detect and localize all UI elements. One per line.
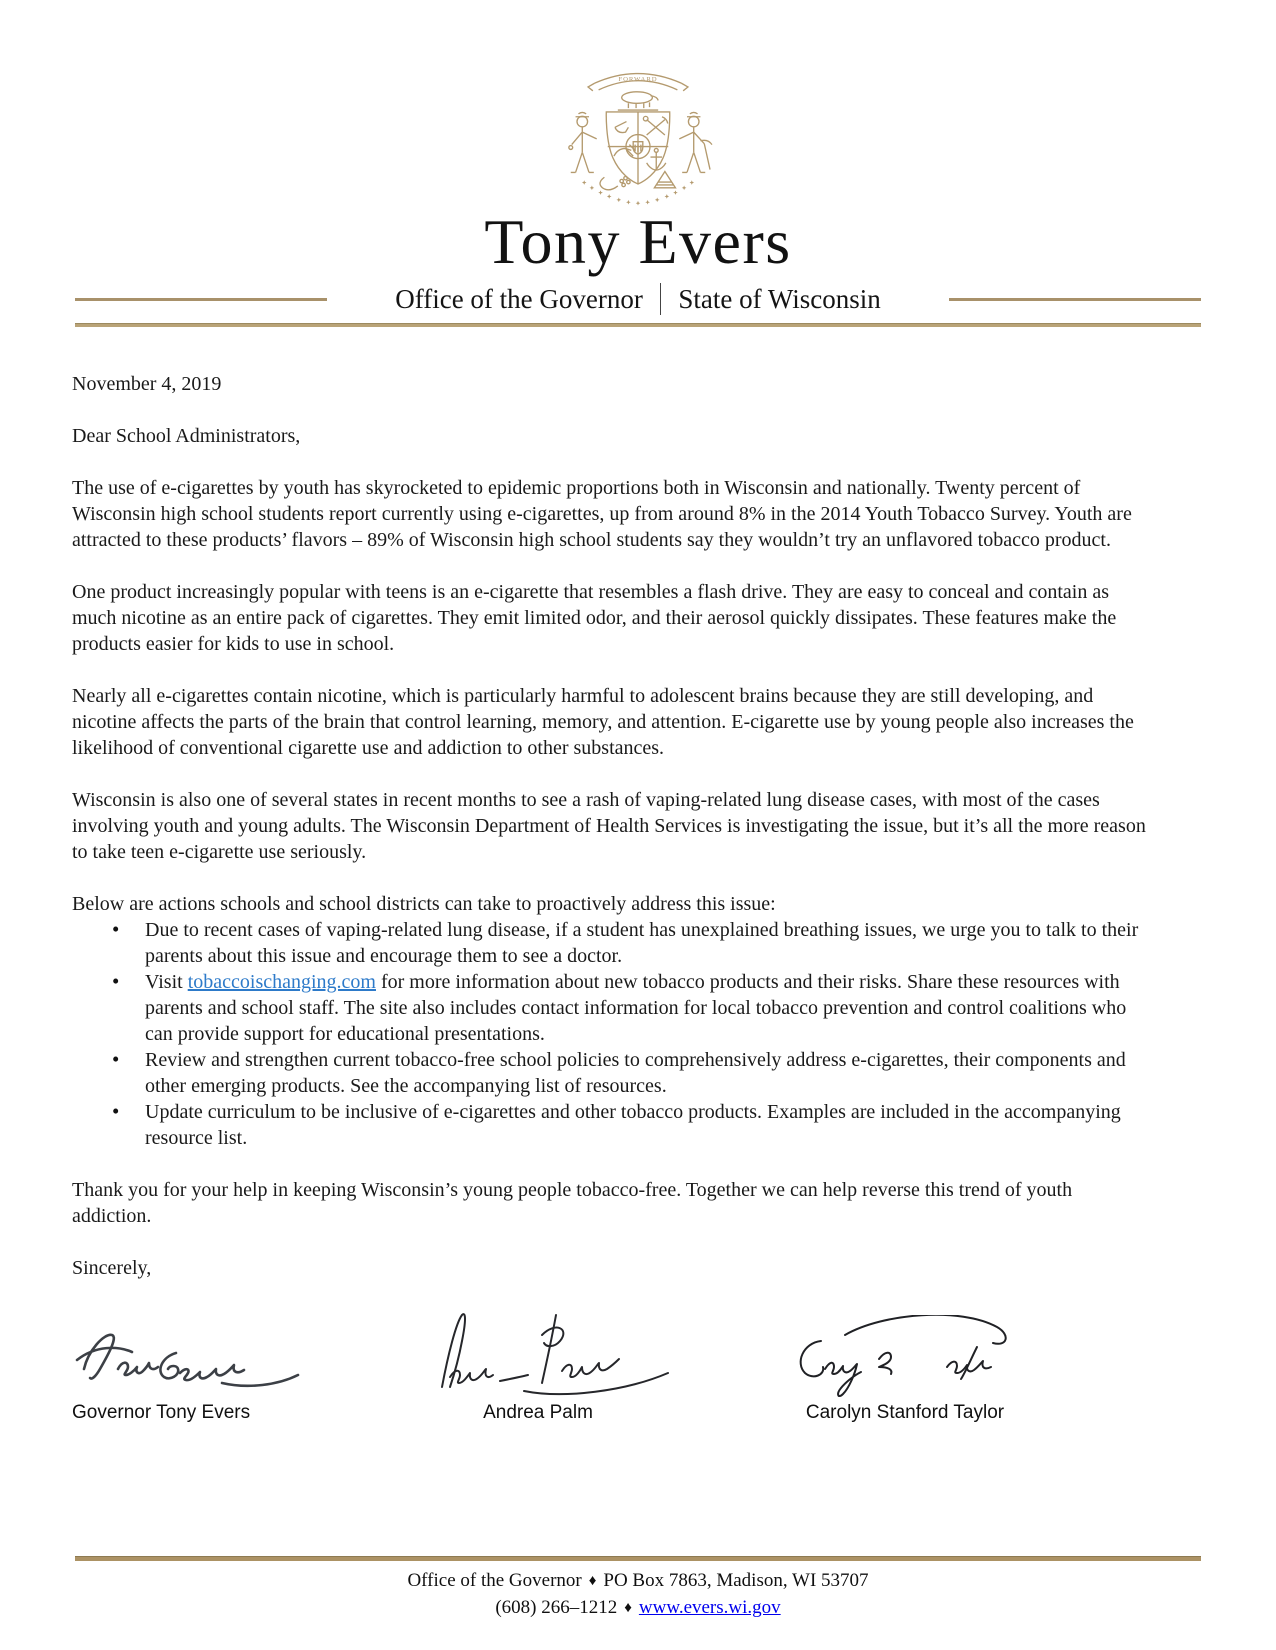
footer-office-label: Office of the Governor	[407, 1570, 582, 1591]
decorative-rule-right	[949, 298, 1201, 301]
badger-crest-icon	[618, 92, 658, 110]
signatory-name: Andrea Palm	[483, 1402, 593, 1424]
miner-figure	[679, 112, 712, 172]
footer-rule	[75, 1556, 1201, 1561]
footer-address-line	[75, 1568, 1201, 1595]
letter-date: November 4, 2019	[72, 373, 222, 396]
action-item-text: Visit	[145, 971, 188, 994]
cornucopia-icon	[600, 176, 630, 189]
signature-column-taylor	[750, 1315, 1060, 1425]
letterhead-title: Tony Evers	[484, 206, 792, 277]
signature-carolyn-stanford-taylor	[779, 1315, 1031, 1401]
office-label: Office of the Governor	[395, 283, 643, 314]
evers-wi-gov-link[interactable]: www.evers.wi.gov	[638, 1597, 781, 1618]
signature-block	[72, 1307, 1150, 1425]
subtitle-divider	[660, 283, 662, 315]
signature-column-governor	[72, 1321, 372, 1425]
action-list	[72, 917, 1150, 1151]
action-item	[72, 1047, 1150, 1099]
action-item-text: Due to recent cases of vaping-related lung disease, if a student has unexplained breathing issues, we urge you to talk to their parents about this issue and encourage them to see a doctor.	[145, 919, 1139, 968]
page-footer	[75, 1556, 1201, 1622]
signature-column-palm	[388, 1307, 688, 1425]
action-item	[72, 917, 1150, 969]
signature-andrea-palm	[404, 1307, 672, 1401]
action-item-text: Review and strengthen current tobacco-free school policies to comprehensively address e-cigarettes, their components and other emerging products. See the accompanying list of resources.	[145, 1049, 1126, 1098]
signatory-name: Carolyn Stanford Taylor	[805, 1402, 1005, 1424]
signature-tony-evers	[72, 1321, 322, 1401]
action-item-text: for more information about new tobacco products and their risks. Share these resources with parents and school staff. The site also includes contact information for local tobacco prevention and control coalitions who can provide support for educational presentations.	[145, 971, 1127, 1046]
seal-shield	[606, 112, 669, 184]
signatory-name: Governor Tony Evers	[72, 1402, 251, 1424]
letter-body	[72, 371, 1150, 1425]
valediction: Sincerely,	[72, 1257, 152, 1280]
closing-paragraph: Thank you for your help in keeping Wisconsin’s young people tobacco-free. Together we can help reverse this trend of youth addiction.	[72, 1179, 1073, 1228]
action-item	[72, 1099, 1150, 1151]
tobaccoischanging-link[interactable]: tobaccoischanging.com	[187, 971, 376, 994]
sailor-figure	[569, 112, 597, 172]
letterhead-subtitle	[75, 283, 1201, 315]
letterhead	[0, 0, 1276, 327]
diamond-separator-icon: ♦	[624, 1600, 632, 1616]
decorative-rule-left	[75, 298, 327, 301]
paragraph: Wisconsin is also one of several states in recent months to see a rash of vaping-related lung disease cases, with most of the cases involving youth and young adults. The Wisconsin Department of Health Services is investigating the issue, but it’s all the more reason to take teen e-cigarette use seriously.	[72, 789, 1146, 864]
paragraphs	[72, 475, 1150, 865]
lead-pyramid-icon	[654, 172, 675, 188]
seal-motto-text: FORWARD	[618, 76, 658, 84]
state-label: State of Wisconsin	[678, 283, 881, 314]
header-rule	[75, 323, 1201, 327]
paragraph: The use of e-cigarettes by youth has skyrocketed to epidemic proportions both in Wisconsin and nationally. Twenty percent of Wisconsin high school students report currently using e-cigarettes, up from around 8% in the 2014 Youth Tobacco Survey. Youth are attracted to these products’ flavors – 89% of Wisconsin high school students say they wouldn’t try an unflavored tobacco product.	[72, 477, 1132, 552]
salutation: Dear School Administrators,	[72, 425, 301, 448]
footer-po-box: PO Box 7863, Madison, WI 53707	[603, 1570, 869, 1591]
paragraph: One product increasingly popular with teens is an e-cigarette that resembles a flash drive. They are easy to conceal and contain as much nicotine as an entire pack of cigarettes. They emit limited odor, and their aerosol quickly dissipates. These features make the products easier for kids to use in school.	[72, 581, 1117, 656]
action-item-text: Update curriculum to be inclusive of e-cigarettes and other tobacco products. Examples are included in the accompanying resource list.	[145, 1101, 1121, 1150]
footer-contact-line	[75, 1595, 1201, 1622]
bullet-list-intro: Below are actions schools and school districts can take to proactively address this issue:	[72, 893, 776, 916]
paragraph: Nearly all e-cigarettes contain nicotine, which is particularly harmful to adolescent brains because they are still developing, and nicotine affects the parts of the brain that control learning, memory, and attention. E-cigarette use by young people also increases the likelihood of conventional cigarette use and addiction to other substances.	[72, 685, 1134, 760]
footer-phone: (608) 266–1212	[495, 1597, 618, 1618]
wisconsin-state-seal	[537, 62, 739, 208]
letterhead-subtitle-text	[327, 283, 949, 315]
diamond-separator-icon: ♦	[588, 1573, 597, 1589]
action-item	[72, 969, 1150, 1047]
